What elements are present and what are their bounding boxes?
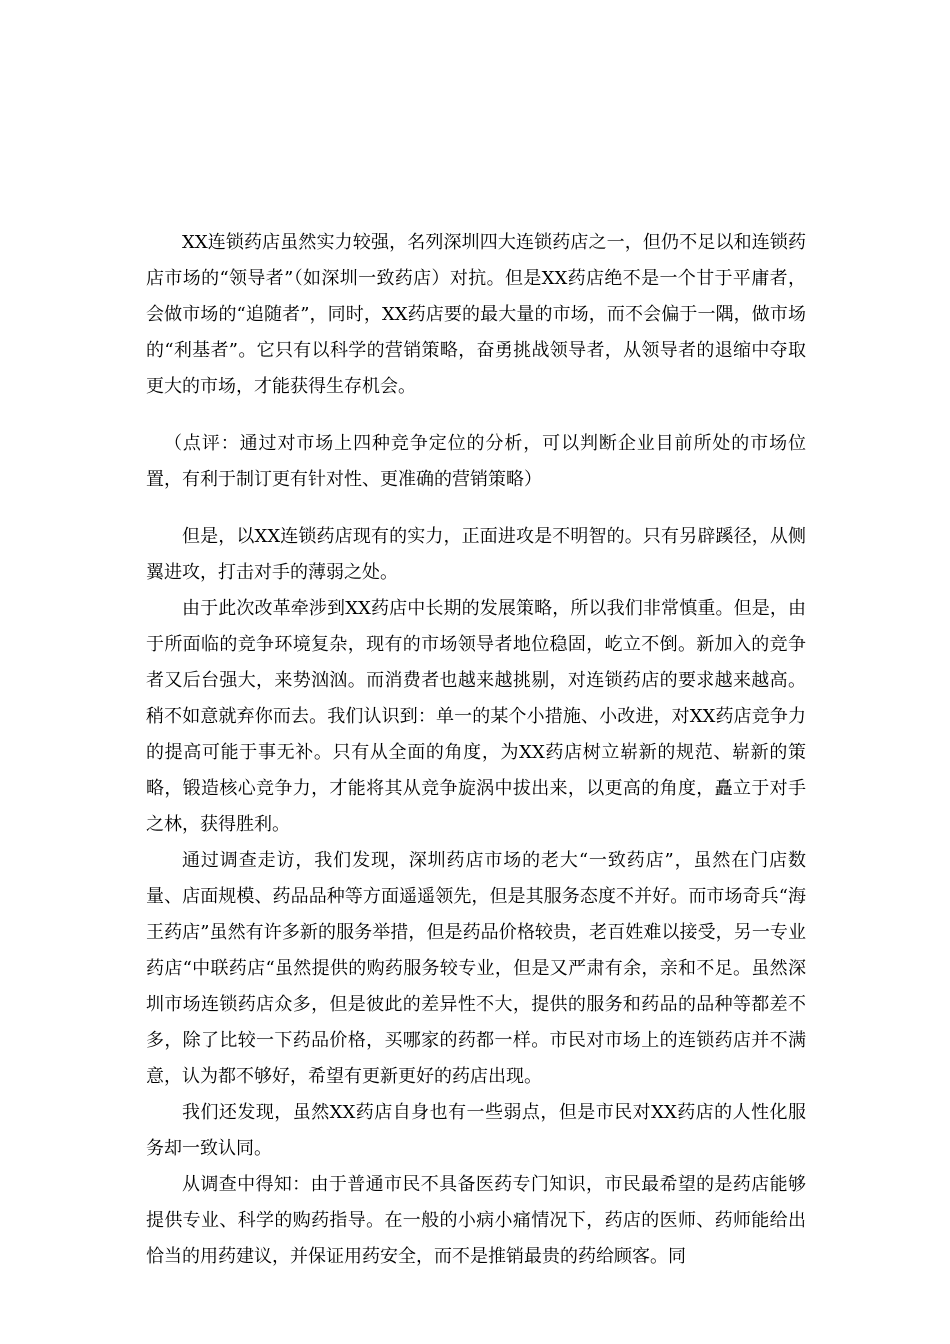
paragraph-reform-strategy: 由于此次改革牵涉到XX药店中长期的发展策略，所以我们非常慎重。但是，由于所面临的竞争环境复杂，现有的市场领导者地位稳固，屹立不倒。新加入的竞争者又后台强大，来势汹汹。而消费者也越来越挑剔，对连锁药店的要求越来越高。稍不如意就弃你而去。我们认识到：单一的某个小措施、小改进，对XX药店竞争力的提高可能于事无补。只有从全面的角度，为XX药店树立崭新的规范、崭新的策略，锻造核心竞争力，才能将其从竞争旋涡中拔出来，以更高的角度，矗立于对手之林，获得胜利。 xyxy=(146,598,806,835)
paragraph-gap xyxy=(146,498,806,519)
paragraph-commentary: （点评：通过对市场上四种竞争定位的分析，可以判断企业目前所处的市场位置，有利于制订更有针对性、更准确的营销策略） xyxy=(146,433,806,490)
paragraph-gap xyxy=(146,405,806,426)
document-body xyxy=(146,225,806,1275)
paragraph-competitive-position: XX连锁药店虽然实力较强，名列深圳四大连锁药店之一，但仍不足以和连锁药店市场的“领导者”（如深圳一致药店）对抗。但是XX药店绝不是一个甘于平庸者，会做市场的“追随者”，同时，XX药店要的最大量的市场，而不会偏于一隅，做市场的“利基者”。它只有以科学的营销策略，奋勇挑战领导者，从领导者的退缩中夺取更大的市场，才能获得生存机会。 xyxy=(146,232,806,397)
paragraph-flank-attack: 但是，以XX连锁药店现有的实力，正面进攻是不明智的。只有另辟蹊径，从侧翼进攻，打击对手的薄弱之处。 xyxy=(146,526,806,583)
paragraph-survey-findings: 从调查中得知：由于普通市民不具备医药专门知识，市民最希望的是药店能够提供专业、科学的购药指导。在一般的小病小痛情况下，药店的医师、药师能给出恰当的用药建议，并保证用药安全，而不是推销最贵的药给顾客。同 xyxy=(146,1174,806,1267)
paragraph-humanized-service: 我们还发现，虽然XX药店自身也有一些弱点，但是市民对XX药店的人性化服务却一致认同。 xyxy=(146,1102,806,1159)
paragraph-market-survey: 通过调查走访，我们发现，深圳药店市场的老大“一致药店”，虽然在门店数量、店面规模、药品品种等方面遥遥领先，但是其服务态度不并好。而市场奇兵“海王药店”虽然有许多新的服务举措，但是药品价格较贵，老百姓难以接受，另一专业药店“中联药店“虽然提供的购药服务较专业，但是又严肃有余，亲和不足。虽然深圳市场连锁药店众多，但是彼此的差异性不大，提供的服务和药品的品种等都差不多，除了比较一下药品价格，买哪家的药都一样。市民对市场上的连锁药店并不满意，认为都不够好，希望有更新更好的药店出现。 xyxy=(146,850,806,1087)
